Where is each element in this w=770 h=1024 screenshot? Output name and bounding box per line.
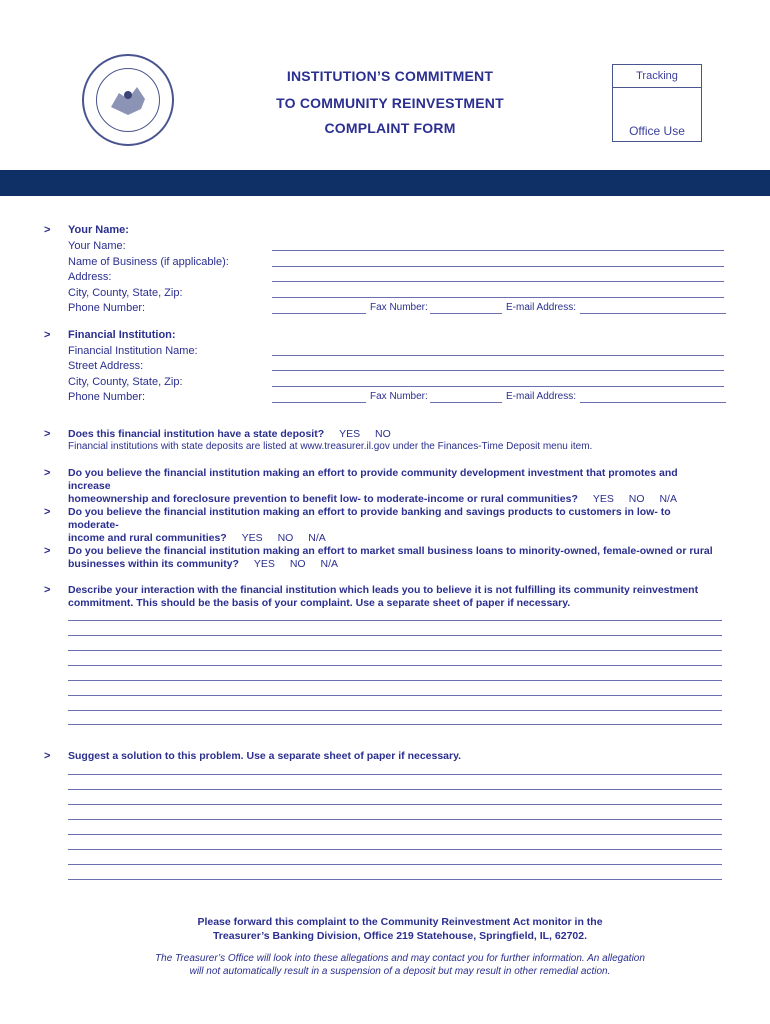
describe-line-1[interactable] [68,620,722,621]
bullet-deposit: > [44,428,51,440]
development-question-line1: Do you believe the financial institution making an effort to provide community development investment that promotes and increase [68,467,678,492]
email-field[interactable] [580,313,726,314]
deposit-question [68,428,718,441]
street-address-field[interactable] [272,370,724,371]
state-seal-eagle-icon [96,68,160,132]
loans-question [68,545,718,571]
institution-city-label: City, County, State, Zip: [68,376,183,388]
banking-yes-option[interactable]: YES [241,532,263,544]
bullet-solution: > [44,750,51,762]
institution-section-heading: Financial Institution: [68,329,176,341]
street-address-label: Street Address: [68,360,144,372]
describe-line-7[interactable] [68,710,722,711]
deposit-no-option[interactable]: NO [375,428,391,440]
solution-line-4[interactable] [68,819,722,820]
form-title-line2: TO COMMUNITY REINVESTMENT [276,95,504,111]
describe-question [68,584,718,610]
name-section-heading: Your Name: [68,224,129,236]
bullet-banking: > [44,506,51,518]
institution-fax-field[interactable] [430,402,502,403]
bullet-name: > [44,224,51,236]
describe-line-4[interactable] [68,665,722,666]
address-label: Address: [68,271,112,283]
loans-no-option[interactable]: NO [289,558,306,570]
describe-line-6[interactable] [68,695,722,696]
development-question-line2: homeownership and foreclosure prevention to benefit low- to moderate-income or rural communities? [68,493,578,505]
phone-label: Phone Number: [68,302,146,314]
institution-name-label: Financial Institution Name: [68,345,198,357]
loans-yes-option[interactable]: YES [253,558,275,570]
header-banner [0,170,770,196]
development-yes-option[interactable]: YES [592,493,614,505]
institution-phone-label: Phone Number: [68,391,146,403]
city-state-zip-field[interactable] [272,297,724,298]
banking-question-line2: income and rural communities? [68,532,227,544]
address-field[interactable] [272,281,724,282]
solution-line-7[interactable] [68,864,722,865]
solution-line-1[interactable] [68,774,722,775]
footer-disclaimer-line2: will not automatically result in a suspension of a deposit but may result in other remedial action. [189,966,611,977]
phone-field[interactable] [272,313,366,314]
bullet-loans: > [44,545,51,557]
fax-field[interactable] [430,313,502,314]
footer-instructions-line1: Please forward this complaint to the Community Reinvestment Act monitor in the [197,916,603,928]
describe-line-8[interactable] [68,724,722,725]
describe-line-2[interactable] [68,635,722,636]
banking-question [68,506,718,545]
deposit-yes-option[interactable]: YES [339,428,361,440]
form-title-line3: COMPLAINT FORM [324,120,456,136]
email-label: E-mail Address: [506,302,577,313]
deposit-note: Financial institutions with state deposits are listed at www.treasurer.il.gov under the Finances-Time Deposit menu item. [68,441,593,452]
describe-line-3[interactable] [68,650,722,651]
bullet-development: > [44,467,51,479]
describe-question-line2: commitment. This should be the basis of your complaint. Use a separate sheet of paper if necessary. [68,597,571,609]
banking-question-line1: Do you believe the financial institution making an effort to provide banking and savings products to customers in low- to moderate- [68,506,671,531]
institution-name-field[interactable] [272,355,724,356]
footer-instructions-line2: Treasurer’s Banking Division, Office 219 Statehouse, Springfield, IL, 62702. [212,930,588,942]
describe-line-5[interactable] [68,680,722,681]
solution-line-3[interactable] [68,804,722,805]
development-question [68,467,718,506]
development-no-option[interactable]: NO [628,493,645,505]
fax-label: Fax Number: [370,302,428,313]
footer-disclaimer-line1: The Treasurer’s Office will look into these allegations and may contact you for further information. An allegation [155,953,645,964]
deposit-question-text: Does this financial institution have a state deposit? [68,428,325,440]
loans-question-line1: Do you believe the financial institution making an effort to market small business loans to minority-owned, female-owned or rural [68,545,713,557]
city-state-zip-label: City, County, State, Zip: [68,287,183,299]
institution-email-label: E-mail Address: [506,391,577,402]
tracking-divider [613,87,701,88]
solution-line-5[interactable] [68,834,722,835]
institution-city-field[interactable] [272,386,724,387]
your-name-field[interactable] [272,250,724,251]
form-title-line1: INSTITUTION’S COMMITMENT [286,68,494,84]
solution-line-6[interactable] [68,849,722,850]
business-name-label: Name of Business (if applicable): [68,256,229,268]
tracking-label: Tracking [636,70,678,82]
loans-na-option[interactable]: N/A [320,558,338,570]
development-na-option[interactable]: N/A [659,493,677,505]
business-name-field[interactable] [272,266,724,267]
bullet-institution: > [44,329,51,341]
institution-phone-field[interactable] [272,402,366,403]
describe-question-line1: Describe your interaction with the financial institution which leads you to believe it is not fulfilling its community reinvestment [68,584,699,596]
solution-line-2[interactable] [68,789,722,790]
institution-fax-label: Fax Number: [370,391,428,402]
banking-na-option[interactable]: N/A [308,532,326,544]
office-use-label: Office Use [629,124,685,138]
banking-no-option[interactable]: NO [277,532,294,544]
solution-question: Suggest a solution to this problem. Use a separate sheet of paper if necessary. [68,750,462,762]
loans-question-line2: businesses within its community? [68,558,239,570]
institution-email-field[interactable] [580,402,726,403]
your-name-label: Your Name: [68,240,126,252]
bullet-describe: > [44,584,51,596]
solution-line-8[interactable] [68,879,722,880]
